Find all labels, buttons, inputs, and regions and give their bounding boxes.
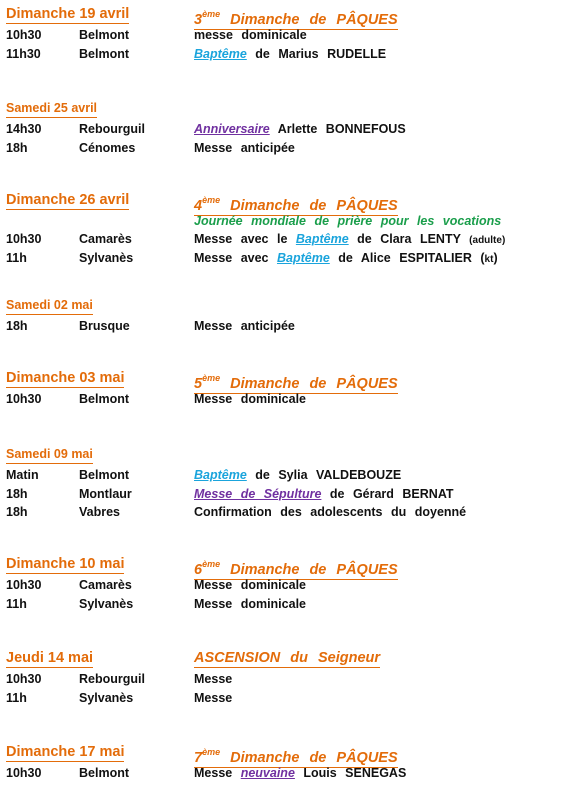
row-place: Sylvanès bbox=[79, 250, 134, 265]
row-place: Belmont bbox=[79, 28, 129, 42]
row-place: Camarès bbox=[79, 232, 132, 246]
row-place: Montlaur bbox=[79, 486, 132, 501]
row-desc: Baptême de Sylia VALDEBOUZE bbox=[194, 468, 402, 482]
bapteme-link[interactable]: Baptême bbox=[194, 46, 247, 61]
row-time: 18h bbox=[6, 486, 28, 501]
schedule-row bbox=[6, 249, 576, 268]
row-time: 10h30 bbox=[6, 672, 42, 686]
row-desc: Messe de Sépulture de Gérard BERNAT bbox=[194, 486, 454, 501]
block-date: Samedi 25 avril bbox=[6, 100, 97, 118]
row-time: 10h30 bbox=[6, 578, 42, 592]
row-desc: Anniversaire Arlette BONNEFOUS bbox=[194, 122, 406, 136]
row-place: Belmont bbox=[79, 468, 129, 482]
neuvaine-link[interactable]: neuvaine bbox=[240, 766, 295, 780]
block-date: Dimanche 10 mai bbox=[6, 556, 125, 572]
block-title: ASCENSION du Seigneur bbox=[194, 650, 381, 666]
row-desc: Messe bbox=[194, 672, 233, 686]
row-place: Belmont bbox=[79, 392, 129, 406]
block-title: 4ème Dimanche de PÂQUES bbox=[194, 192, 398, 216]
block-date: Dimanche 17 mai bbox=[6, 744, 125, 760]
block-title: 7ème Dimanche de PÂQUES bbox=[194, 744, 398, 768]
event-block bbox=[6, 192, 576, 267]
row-desc: messe dominicale bbox=[194, 28, 307, 42]
row-time: 11h bbox=[6, 596, 27, 611]
row-place: Belmont bbox=[79, 766, 129, 780]
row-desc: Baptême de Marius RUDELLE bbox=[194, 46, 387, 61]
block-title: 3ème Dimanche de PÂQUES bbox=[194, 6, 398, 30]
event-block bbox=[6, 100, 576, 157]
schedule-row bbox=[6, 689, 576, 708]
row-desc: Messe avec le Baptême de Clara LENTY (adulte) bbox=[194, 232, 506, 246]
row-time: 10h30 bbox=[6, 28, 42, 42]
block-date: Dimanche 26 avril bbox=[6, 192, 130, 208]
row-desc: Confirmation des adolescents du doyenné bbox=[194, 505, 467, 519]
block-subtitle: Journée mondiale de prière pour les vocations bbox=[194, 214, 502, 228]
row-desc: Messe anticipée bbox=[194, 140, 295, 155]
row-time: 18h bbox=[6, 319, 28, 333]
bapteme-link[interactable]: Baptême bbox=[276, 250, 330, 265]
schedule-row bbox=[6, 26, 576, 45]
schedule-row bbox=[6, 466, 576, 485]
row-time: 11h30 bbox=[6, 46, 41, 61]
block-date: Dimanche 19 avril bbox=[6, 6, 130, 22]
event-block bbox=[6, 370, 576, 409]
row-time: 10h30 bbox=[6, 232, 42, 246]
schedule-row bbox=[6, 120, 576, 139]
row-desc: Messe dominicale bbox=[194, 578, 306, 592]
event-block bbox=[6, 6, 576, 63]
row-desc: Messe dominicale bbox=[194, 392, 306, 406]
event-block bbox=[6, 297, 576, 336]
row-desc: Messe bbox=[194, 690, 233, 705]
row-desc: Messe avec Baptême de Alice ESPITALIER (kt) bbox=[194, 250, 498, 265]
event-block bbox=[6, 556, 576, 613]
schedule-row bbox=[6, 503, 576, 522]
row-time: 11h bbox=[6, 250, 27, 265]
schedule-row bbox=[6, 45, 576, 64]
schedule-row bbox=[6, 390, 576, 409]
row-place: Brusque bbox=[79, 319, 130, 333]
block-date: Samedi 09 mai bbox=[6, 446, 93, 464]
block-date: Jeudi 14 mai bbox=[6, 650, 94, 666]
bapteme-link[interactable]: Baptême bbox=[194, 468, 247, 482]
row-place: Rebourguil bbox=[79, 122, 145, 136]
bapteme-link[interactable]: Baptême bbox=[295, 232, 349, 246]
schedule-row bbox=[6, 139, 576, 158]
block-date: Samedi 02 mai bbox=[6, 297, 93, 315]
row-desc: Messe neuvaine Louis SENEGAS bbox=[194, 766, 407, 780]
row-time: 18h bbox=[6, 505, 28, 519]
row-place: Camarès bbox=[79, 578, 132, 592]
row-place: Cénomes bbox=[79, 140, 136, 155]
schedule-row bbox=[6, 595, 576, 614]
block-title: 6ème Dimanche de PÂQUES bbox=[194, 556, 398, 580]
row-place: Sylvanès bbox=[79, 690, 134, 705]
row-place: Rebourguil bbox=[79, 672, 145, 686]
schedule-row bbox=[6, 576, 576, 595]
event-block bbox=[6, 446, 576, 522]
row-desc: Messe dominicale bbox=[194, 596, 306, 611]
block-title: 5ème Dimanche de PÂQUES bbox=[194, 370, 398, 394]
sepulture-link[interactable]: Messe de Sépulture bbox=[194, 486, 322, 501]
block-date: Dimanche 03 mai bbox=[6, 370, 125, 386]
row-desc: Messe anticipée bbox=[194, 319, 295, 333]
row-place: Vabres bbox=[79, 505, 121, 519]
schedule-row bbox=[6, 485, 576, 504]
schedule-row bbox=[6, 230, 576, 249]
row-place: Belmont bbox=[79, 46, 129, 61]
anniversaire-link[interactable]: Anniversaire bbox=[194, 122, 270, 136]
row-place: Sylvanès bbox=[79, 596, 134, 611]
schedule-row bbox=[6, 764, 576, 783]
row-time: Matin bbox=[6, 468, 39, 482]
event-block bbox=[6, 744, 576, 783]
row-time: 10h30 bbox=[6, 392, 42, 406]
schedule-row bbox=[6, 317, 576, 336]
row-time: 11h bbox=[6, 690, 27, 705]
schedule-row bbox=[6, 670, 576, 689]
row-time: 10h30 bbox=[6, 766, 42, 780]
row-time: 18h bbox=[6, 140, 28, 155]
row-time: 14h30 bbox=[6, 122, 42, 136]
event-block bbox=[6, 650, 576, 707]
